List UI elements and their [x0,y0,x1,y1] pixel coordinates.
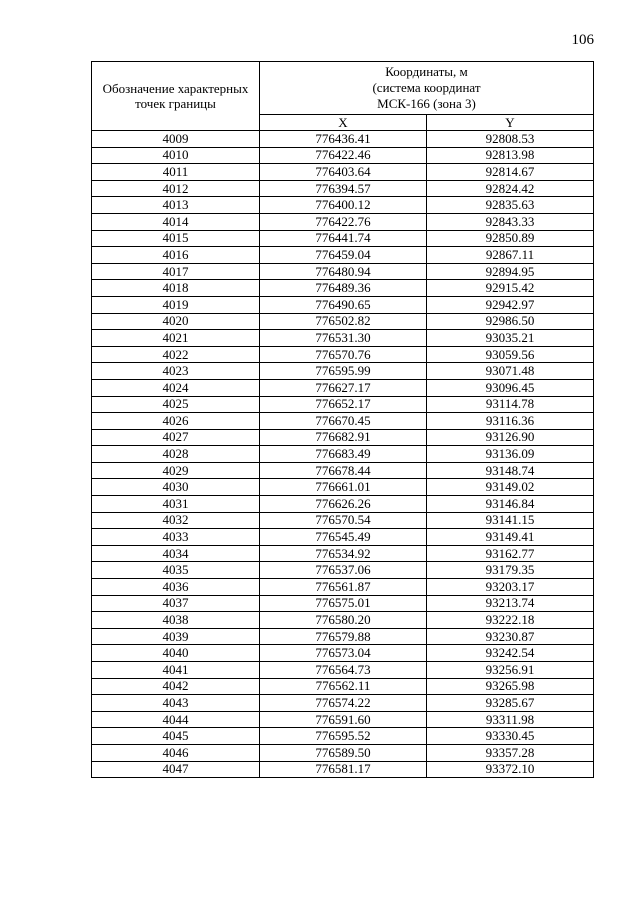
x-coordinate-cell: 776562.11 [260,678,427,695]
x-coordinate-cell: 776422.76 [260,213,427,230]
x-coordinate-cell: 776580.20 [260,612,427,629]
y-coordinate-cell: 93136.09 [427,446,594,463]
y-coordinate-cell: 93330.45 [427,728,594,745]
y-coordinate-cell: 93149.02 [427,479,594,496]
table-row [92,346,594,363]
x-coordinate-cell: 776561.87 [260,579,427,596]
point-id-cell: 4047 [92,761,260,778]
point-id-cell: 4027 [92,429,260,446]
table-row [92,230,594,247]
table-row [92,479,594,496]
y-coordinate-cell: 93372.10 [427,761,594,778]
table-row [92,728,594,745]
x-coordinate-cell: 776626.26 [260,496,427,513]
point-id-cell: 4045 [92,728,260,745]
table-row [92,562,594,579]
y-coordinate-cell: 92986.50 [427,313,594,330]
x-coordinate-cell: 776531.30 [260,330,427,347]
y-coordinate-cell: 93141.15 [427,512,594,529]
y-coordinate-cell: 93179.35 [427,562,594,579]
table-row [92,662,594,679]
table-row [92,147,594,164]
y-coordinate-cell: 93265.98 [427,678,594,695]
x-coordinate-cell: 776581.17 [260,761,427,778]
x-coordinate-cell: 776490.65 [260,296,427,313]
table-row [92,313,594,330]
table-row [92,197,594,214]
y-coordinate-cell: 92867.11 [427,247,594,264]
x-coordinate-cell: 776670.45 [260,413,427,430]
point-id-cell: 4018 [92,280,260,297]
table-row [92,545,594,562]
table-row [92,512,594,529]
point-id-cell: 4010 [92,147,260,164]
point-id-cell: 4015 [92,230,260,247]
point-id-cell: 4029 [92,462,260,479]
table-row [92,413,594,430]
point-id-cell: 4009 [92,131,260,148]
y-coordinate-cell: 93114.78 [427,396,594,413]
table-row [92,263,594,280]
table-row [92,645,594,662]
table-row [92,579,594,596]
x-coordinate-cell: 776422.46 [260,147,427,164]
table-row [92,247,594,264]
y-coordinate-cell: 93311.98 [427,711,594,728]
x-coordinate-cell: 776573.04 [260,645,427,662]
point-id-cell: 4022 [92,346,260,363]
x-coordinate-cell: 776575.01 [260,595,427,612]
point-id-cell: 4021 [92,330,260,347]
coordinates-header-line1: Координаты, м [385,64,468,79]
y-coordinate-cell: 93242.54 [427,645,594,662]
x-coordinate-cell: 776627.17 [260,379,427,396]
point-id-cell: 4033 [92,529,260,546]
x-coordinate-cell: 776489.36 [260,280,427,297]
table-row [92,711,594,728]
x-coordinate-cell: 776400.12 [260,197,427,214]
y-coordinate-cell: 93222.18 [427,612,594,629]
y-coordinate-cell: 93149.41 [427,529,594,546]
point-id-cell: 4023 [92,363,260,380]
point-id-cell: 4046 [92,744,260,761]
point-id-cell: 4035 [92,562,260,579]
y-coordinate-cell: 93230.87 [427,628,594,645]
point-id-cell: 4037 [92,595,260,612]
table-row [92,612,594,629]
point-designation-header: Обозначение характерных точек границы [92,62,260,131]
table-row [92,296,594,313]
point-id-cell: 4025 [92,396,260,413]
x-coordinate-cell: 776595.99 [260,363,427,380]
table-header [92,62,594,131]
point-id-cell: 4039 [92,628,260,645]
table-row [92,330,594,347]
point-id-cell: 4026 [92,413,260,430]
table-row [92,744,594,761]
table-row [92,363,594,380]
table-row [92,496,594,513]
x-coordinate-cell: 776682.91 [260,429,427,446]
coordinates-header [260,62,594,115]
x-coordinate-cell: 776570.54 [260,512,427,529]
table-row [92,628,594,645]
point-id-cell: 4044 [92,711,260,728]
table-row [92,131,594,148]
point-id-cell: 4017 [92,263,260,280]
y-coordinate-cell: 92843.33 [427,213,594,230]
coordinates-table [91,61,594,778]
y-coordinate-cell: 92824.42 [427,180,594,197]
y-coordinate-cell: 92814.67 [427,164,594,181]
table-row [92,678,594,695]
y-coordinate-cell: 93256.91 [427,662,594,679]
y-coordinate-cell: 93059.56 [427,346,594,363]
point-id-cell: 4040 [92,645,260,662]
point-id-cell: 4028 [92,446,260,463]
table-row [92,213,594,230]
x-coordinate-cell: 776678.44 [260,462,427,479]
x-coordinate-cell: 776436.41 [260,131,427,148]
y-coordinate-cell: 93035.21 [427,330,594,347]
point-id-cell: 4014 [92,213,260,230]
point-id-cell: 4036 [92,579,260,596]
y-coordinate-cell: 92808.53 [427,131,594,148]
point-id-cell: 4030 [92,479,260,496]
y-coordinate-cell: 93096.45 [427,379,594,396]
page-number: 106 [571,32,594,48]
point-id-cell: 4019 [92,296,260,313]
table-row [92,396,594,413]
x-coordinate-cell: 776574.22 [260,695,427,712]
x-coordinate-cell: 776534.92 [260,545,427,562]
y-coordinate-cell: 93203.17 [427,579,594,596]
y-coordinate-cell: 92850.89 [427,230,594,247]
y-coordinate-cell: 93146.84 [427,496,594,513]
x-coordinate-cell: 776502.82 [260,313,427,330]
y-coordinate-cell: 92835.63 [427,197,594,214]
table-row [92,595,594,612]
table-body [92,131,594,778]
point-id-cell: 4038 [92,612,260,629]
x-coordinate-cell: 776403.64 [260,164,427,181]
point-id-cell: 4013 [92,197,260,214]
y-coordinate-cell: 92942.97 [427,296,594,313]
point-id-cell: 4024 [92,379,260,396]
x-coordinate-cell: 776579.88 [260,628,427,645]
point-id-cell: 4034 [92,545,260,562]
x-coordinate-cell: 776652.17 [260,396,427,413]
point-id-cell: 4012 [92,180,260,197]
point-id-cell: 4043 [92,695,260,712]
y-coordinate-cell: 92813.98 [427,147,594,164]
table-row [92,164,594,181]
table-row [92,761,594,778]
x-coordinate-cell: 776570.76 [260,346,427,363]
point-id-cell: 4031 [92,496,260,513]
x-coordinate-cell: 776394.57 [260,180,427,197]
y-coordinate-cell: 93213.74 [427,595,594,612]
point-id-cell: 4016 [92,247,260,264]
table-row [92,695,594,712]
y-coordinate-cell: 93285.67 [427,695,594,712]
point-id-cell: 4041 [92,662,260,679]
y-coordinate-cell: 92915.42 [427,280,594,297]
point-id-cell: 4011 [92,164,260,181]
y-coordinate-cell: 93357.28 [427,744,594,761]
point-id-cell: 4020 [92,313,260,330]
coordinates-header-line3: МСК-166 (зона 3) [377,96,476,111]
x-coordinate-cell: 776595.52 [260,728,427,745]
y-coordinate-cell: 93126.90 [427,429,594,446]
table-row [92,180,594,197]
x-coordinate-cell: 776537.06 [260,562,427,579]
y-coordinate-cell: 93071.48 [427,363,594,380]
x-coordinate-cell: 776661.01 [260,479,427,496]
table-row [92,529,594,546]
y-column-header: Y [427,115,594,131]
table-row [92,429,594,446]
coordinates-header-line2: (система координат [372,80,481,95]
y-coordinate-cell: 93162.77 [427,545,594,562]
x-coordinate-cell: 776564.73 [260,662,427,679]
x-coordinate-cell: 776441.74 [260,230,427,247]
table-row [92,462,594,479]
table-row [92,379,594,396]
point-id-cell: 4032 [92,512,260,529]
y-coordinate-cell: 93116.36 [427,413,594,430]
x-column-header: X [260,115,427,131]
table-row [92,446,594,463]
x-coordinate-cell: 776545.49 [260,529,427,546]
x-coordinate-cell: 776591.60 [260,711,427,728]
x-coordinate-cell: 776683.49 [260,446,427,463]
x-coordinate-cell: 776480.94 [260,263,427,280]
header-row [92,62,594,115]
x-coordinate-cell: 776589.50 [260,744,427,761]
x-coordinate-cell: 776459.04 [260,247,427,264]
y-coordinate-cell: 93148.74 [427,462,594,479]
y-coordinate-cell: 92894.95 [427,263,594,280]
point-id-cell: 4042 [92,678,260,695]
table-row [92,280,594,297]
